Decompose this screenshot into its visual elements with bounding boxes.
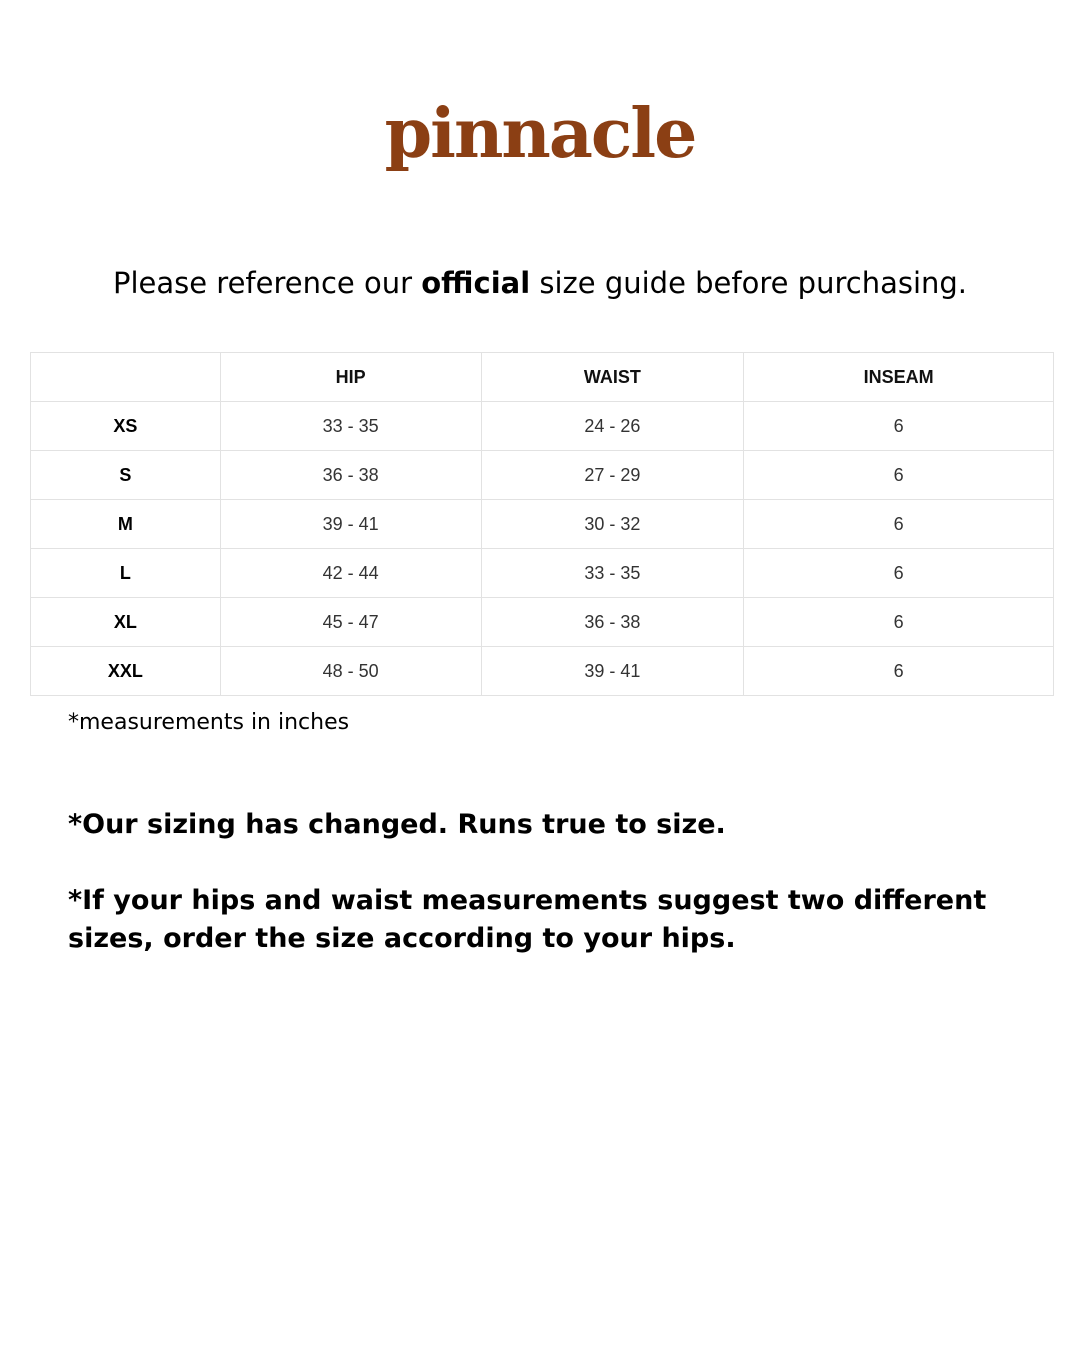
table-row	[31, 402, 1054, 451]
hip-value: 48 - 50	[220, 647, 481, 696]
table-header-row	[31, 353, 1054, 402]
table-row	[31, 451, 1054, 500]
size-label: XS	[31, 402, 221, 451]
intro-emphasis: official	[421, 266, 531, 300]
header-waist: WAIST	[481, 353, 744, 402]
measurement-note: *measurements in inches	[68, 710, 350, 735]
header-inseam: INSEAM	[744, 353, 1054, 402]
hip-value: 42 - 44	[220, 549, 481, 598]
table-row	[31, 500, 1054, 549]
waist-value: 27 - 29	[481, 451, 744, 500]
table-row	[31, 598, 1054, 647]
size-chart-table	[30, 352, 1054, 696]
waist-value: 33 - 35	[481, 549, 744, 598]
hip-value: 33 - 35	[220, 402, 481, 451]
inseam-value: 6	[744, 500, 1054, 549]
waist-value: 24 - 26	[481, 402, 744, 451]
inseam-value: 6	[744, 402, 1054, 451]
size-label: L	[31, 549, 221, 598]
table-row	[31, 647, 1054, 696]
hip-value: 45 - 47	[220, 598, 481, 647]
intro-after: size guide before purchasing.	[530, 266, 968, 300]
size-label: XXL	[31, 647, 221, 696]
hip-value: 36 - 38	[220, 451, 481, 500]
inseam-value: 6	[744, 647, 1054, 696]
inseam-value: 6	[744, 598, 1054, 647]
inseam-value: 6	[744, 549, 1054, 598]
table-row	[31, 549, 1054, 598]
inseam-value: 6	[744, 451, 1054, 500]
sizing-change-notice: *Our sizing has changed. Runs true to size.	[68, 809, 726, 840]
brand-logo: pinnacle	[384, 94, 696, 174]
hip-guidance-notice: *If your hips and waist measurements suggest two different sizes, order the size according to your hips.	[68, 885, 987, 954]
hip-value: 39 - 41	[220, 500, 481, 549]
intro-text	[0, 266, 1080, 301]
waist-value: 39 - 41	[481, 647, 744, 696]
size-label: XL	[31, 598, 221, 647]
intro-before: Please reference our	[112, 266, 422, 300]
size-label: S	[31, 451, 221, 500]
waist-value: 36 - 38	[481, 598, 744, 647]
header-hip: HIP	[220, 353, 481, 402]
size-label: M	[31, 500, 221, 549]
header-size	[31, 353, 221, 402]
waist-value: 30 - 32	[481, 500, 744, 549]
